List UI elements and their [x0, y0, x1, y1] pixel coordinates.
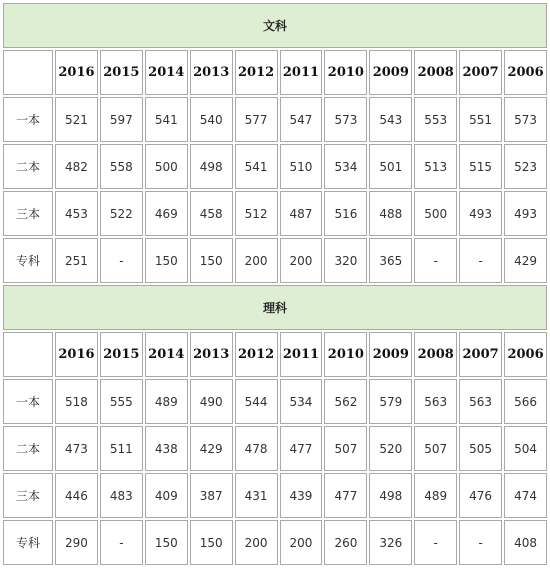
- score-cell: 547: [280, 97, 323, 142]
- score-cell: 501: [369, 144, 412, 189]
- year-header: 2008: [414, 50, 457, 95]
- score-cell: 478: [235, 426, 278, 471]
- year-header: 2016: [55, 50, 98, 95]
- score-cell: 429: [504, 238, 547, 283]
- score-cell: 487: [280, 191, 323, 236]
- score-cell: 200: [280, 238, 323, 283]
- score-cell: 504: [504, 426, 547, 471]
- score-cell: 408: [504, 520, 547, 565]
- corner-cell: [3, 332, 53, 377]
- year-header: 2011: [280, 332, 323, 377]
- score-cell: 260: [324, 520, 367, 565]
- score-cell: 150: [190, 520, 233, 565]
- score-cell: 498: [190, 144, 233, 189]
- score-cell: 563: [414, 379, 457, 424]
- section-title: 理科: [3, 285, 547, 330]
- score-cell: 521: [55, 97, 98, 142]
- tier-label: 一本: [3, 379, 53, 424]
- year-header: 2006: [504, 332, 547, 377]
- score-cell: -: [414, 238, 457, 283]
- year-header: 2016: [55, 332, 98, 377]
- score-cell: 493: [504, 191, 547, 236]
- score-cell: -: [414, 520, 457, 565]
- score-cell: 474: [504, 473, 547, 518]
- score-cell: 290: [55, 520, 98, 565]
- section-title-row: [3, 285, 547, 330]
- table-row: [3, 379, 547, 424]
- corner-cell: [3, 50, 53, 95]
- score-cell: 515: [459, 144, 502, 189]
- score-table-body: [3, 3, 547, 565]
- score-cell: 551: [459, 97, 502, 142]
- score-cell: 523: [504, 144, 547, 189]
- score-cell: 507: [414, 426, 457, 471]
- score-cell: 200: [280, 520, 323, 565]
- tier-label: 一本: [3, 97, 53, 142]
- tier-label: 二本: [3, 426, 53, 471]
- score-cell: 477: [324, 473, 367, 518]
- score-cell: -: [100, 520, 143, 565]
- admission-score-table: [1, 1, 549, 567]
- score-cell: 438: [145, 426, 188, 471]
- score-cell: 516: [324, 191, 367, 236]
- score-cell: 490: [190, 379, 233, 424]
- table-row: [3, 144, 547, 189]
- table-row: [3, 520, 547, 565]
- score-cell: 510: [280, 144, 323, 189]
- score-cell: 513: [414, 144, 457, 189]
- score-cell: 597: [100, 97, 143, 142]
- score-cell: 251: [55, 238, 98, 283]
- score-cell: 573: [324, 97, 367, 142]
- score-cell: 511: [100, 426, 143, 471]
- score-cell: 431: [235, 473, 278, 518]
- score-cell: 544: [235, 379, 278, 424]
- year-header: 2014: [145, 332, 188, 377]
- year-header: 2006: [504, 50, 547, 95]
- score-cell: 446: [55, 473, 98, 518]
- table-row: [3, 426, 547, 471]
- score-cell: 150: [145, 238, 188, 283]
- score-cell: 150: [145, 520, 188, 565]
- year-header: 2013: [190, 50, 233, 95]
- score-cell: 500: [145, 144, 188, 189]
- score-cell: 518: [55, 379, 98, 424]
- year-header: 2015: [100, 332, 143, 377]
- score-cell: 566: [504, 379, 547, 424]
- year-header: 2012: [235, 332, 278, 377]
- score-cell: -: [100, 238, 143, 283]
- year-header: 2010: [324, 50, 367, 95]
- score-table-container: [1, 1, 549, 572]
- year-header: 2009: [369, 50, 412, 95]
- year-header: 2014: [145, 50, 188, 95]
- year-header: 2010: [324, 332, 367, 377]
- tier-label: 三本: [3, 473, 53, 518]
- table-row: [3, 97, 547, 142]
- score-cell: 439: [280, 473, 323, 518]
- score-cell: 500: [414, 191, 457, 236]
- score-cell: 320: [324, 238, 367, 283]
- year-header: 2015: [100, 50, 143, 95]
- tier-label: 专科: [3, 238, 53, 283]
- score-cell: 458: [190, 191, 233, 236]
- score-cell: 326: [369, 520, 412, 565]
- score-cell: 473: [55, 426, 98, 471]
- score-cell: 483: [100, 473, 143, 518]
- score-cell: 520: [369, 426, 412, 471]
- score-cell: -: [459, 238, 502, 283]
- score-cell: 453: [55, 191, 98, 236]
- table-row: [3, 473, 547, 518]
- score-cell: 512: [235, 191, 278, 236]
- score-cell: 489: [145, 379, 188, 424]
- score-cell: 541: [145, 97, 188, 142]
- score-cell: 563: [459, 379, 502, 424]
- score-cell: 498: [369, 473, 412, 518]
- score-cell: 489: [414, 473, 457, 518]
- tier-label: 三本: [3, 191, 53, 236]
- score-cell: 200: [235, 238, 278, 283]
- score-cell: 558: [100, 144, 143, 189]
- score-cell: 541: [235, 144, 278, 189]
- year-header: 2012: [235, 50, 278, 95]
- year-header: 2007: [459, 50, 502, 95]
- score-cell: 562: [324, 379, 367, 424]
- score-cell: 477: [280, 426, 323, 471]
- score-cell: 577: [235, 97, 278, 142]
- score-cell: 365: [369, 238, 412, 283]
- score-cell: 409: [145, 473, 188, 518]
- score-cell: 507: [324, 426, 367, 471]
- score-cell: 540: [190, 97, 233, 142]
- score-cell: 150: [190, 238, 233, 283]
- year-header: 2011: [280, 50, 323, 95]
- score-cell: 522: [100, 191, 143, 236]
- score-cell: 200: [235, 520, 278, 565]
- score-cell: 543: [369, 97, 412, 142]
- score-cell: 534: [324, 144, 367, 189]
- year-header-row: [3, 50, 547, 95]
- score-cell: 573: [504, 97, 547, 142]
- year-header: 2008: [414, 332, 457, 377]
- score-cell: 482: [55, 144, 98, 189]
- year-header-row: [3, 332, 547, 377]
- score-cell: 387: [190, 473, 233, 518]
- tier-label: 二本: [3, 144, 53, 189]
- table-row: [3, 191, 547, 236]
- year-header: 2013: [190, 332, 233, 377]
- table-row: [3, 238, 547, 283]
- score-cell: 505: [459, 426, 502, 471]
- score-cell: -: [459, 520, 502, 565]
- year-header: 2009: [369, 332, 412, 377]
- score-cell: 579: [369, 379, 412, 424]
- tier-label: 专科: [3, 520, 53, 565]
- year-header: 2007: [459, 332, 502, 377]
- score-cell: 555: [100, 379, 143, 424]
- score-cell: 493: [459, 191, 502, 236]
- score-cell: 429: [190, 426, 233, 471]
- score-cell: 488: [369, 191, 412, 236]
- score-cell: 553: [414, 97, 457, 142]
- section-title-row: [3, 3, 547, 48]
- section-title: 文科: [3, 3, 547, 48]
- score-cell: 476: [459, 473, 502, 518]
- score-cell: 534: [280, 379, 323, 424]
- score-cell: 469: [145, 191, 188, 236]
